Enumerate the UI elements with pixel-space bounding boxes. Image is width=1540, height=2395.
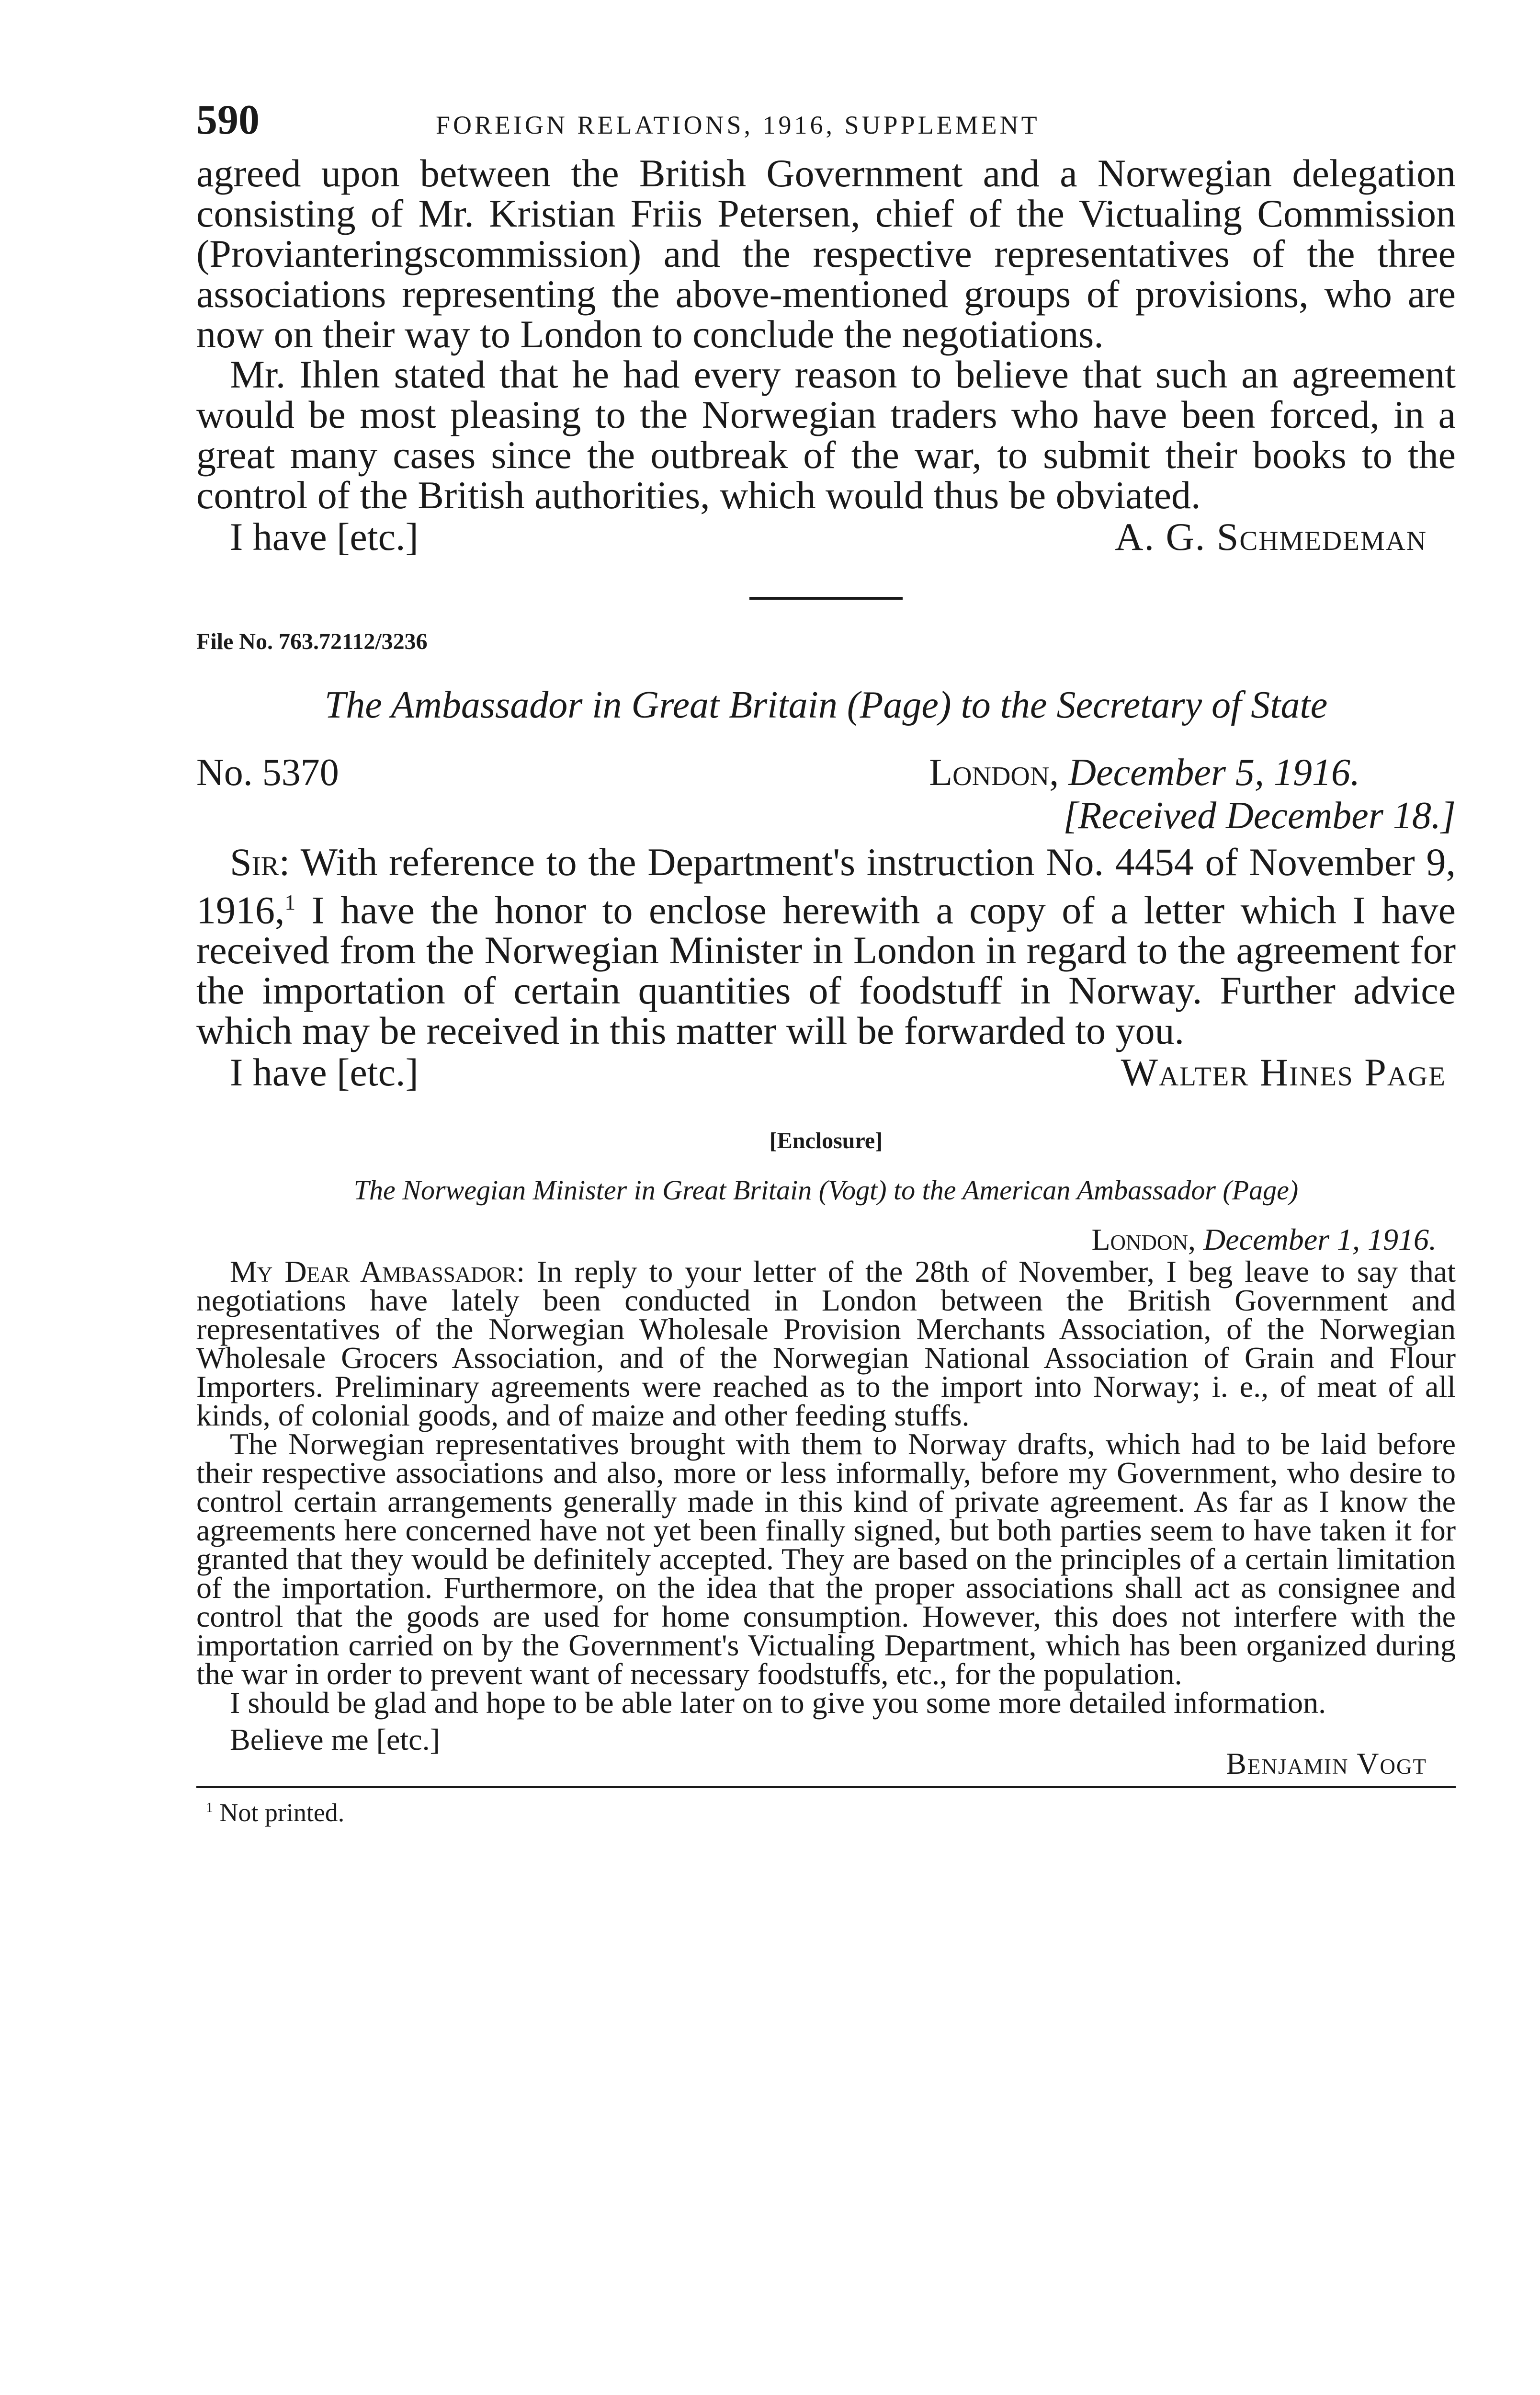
- enclosure-label: [Enclosure]: [769, 1128, 883, 1154]
- page: [196, 96, 1456, 1827]
- received-date: [Received December 18.]: [1063, 795, 1456, 837]
- file-number: File No. 763.72112/3236: [196, 629, 428, 654]
- footnote-text: Not printed.: [219, 1798, 345, 1827]
- enclosure-title: The Norwegian Minister in Great Britain (Vogt) to the American Ambassador (Page): [353, 1175, 1299, 1206]
- previous-letter-paragraph-1: agreed upon between the British Government and a Norwegian delegation consisting of Mr. Kristian Friis Petersen, chief of the Victualing Commission (Provianteringscommission) and the respective representatives of the three associations representing the above-mentioned groups of provisions, who are now on their way to London to conclude the negotiations.: [196, 151, 1456, 356]
- letter-salutation: Sir: [230, 840, 279, 884]
- previous-letter-closing: I have [etc.]: [230, 515, 419, 559]
- page-header: [196, 96, 1456, 153]
- letter-closing: I have [etc.]: [230, 1050, 419, 1095]
- enclosure-paragraph-2: The Norwegian representatives brought with them to Norway drafts, which had to be laid before their respective associations and also, more or less informally, before my Government, who desire to control certain arrangements generally made in this kind of private agreement. As far as I know the agreements here concerned have not yet been finally signed, but both parties seem to have taken it for granted that they would be definitely accepted. They are based on the principles of a certain limitation of the importation. Furthermore, on the idea that the proper associations shall act as consignee and control that the goods are used for home consumption. However, this does not interfere with the importation carried on by the Government's Victualing Department, which has been organized during the war in order to prevent want of necessary foodstuffs, etc., for the population.: [196, 1427, 1456, 1691]
- dispatch-place: London,: [929, 752, 1059, 794]
- page-number: 590: [196, 97, 260, 143]
- letter-body-end: I have the honor to enclose herewith a copy of a letter which I have received from the Norwegian Minister in London in regard to the agreement for the importation of certain quantities of foodstuff in Norway. Further advice which may be received in this matter will be forwarded to you.: [196, 888, 1456, 1053]
- letter-body-start: : With reference to the Department's instruction No. 4454 of November 9, 1916,: [196, 840, 1456, 932]
- footnote-mark: 1: [206, 1800, 213, 1816]
- footnote-rule: [196, 1786, 1456, 1788]
- footnote-reference: 1: [284, 890, 296, 914]
- enclosure-salutation: My Dear Ambassador: [230, 1255, 517, 1289]
- enclosure-paragraph-1: [196, 1255, 1456, 1433]
- section-divider: [749, 597, 903, 600]
- footnote: [196, 1798, 1456, 1827]
- letter-signoff: [196, 1051, 1456, 1094]
- letter-signature: Walter Hines Page: [1121, 1050, 1446, 1095]
- enclosure-date: December 1, 1916.: [1203, 1222, 1437, 1257]
- dateline: [196, 751, 1456, 794]
- dispatch-number: No. 5370: [196, 752, 339, 794]
- enclosure-paragraph-1-text: : In reply to your letter of the 28th of November, I beg leave to say that negotiations have lately been conducted in London between the British Government and representatives of the Norwegian Wholesale Provision Merchants Association, of the Norwegian Wholesale Grocers Association, and of the Norwegian National Association of Grain and Flour Importers. Preliminary agreements were reached as to the import into Norway; i. e., of meat of all kinds, of colonial goods, and of maize and other feeding stuffs.: [196, 1255, 1456, 1433]
- enclosure-place: London,: [1091, 1222, 1196, 1257]
- previous-letter-paragraph-2: Mr. Ihlen stated that he had every reason to believe that such an agreement would be most pleasing to the Norwegian traders who have been forced, in a great many cases since the outbreak of the war, to submit their books to the control of the British authorities, which would thus be obviated.: [196, 353, 1456, 517]
- enclosure-closing: Believe me [etc.]: [230, 1722, 440, 1757]
- enclosure-signature: Benjamin Vogt: [1226, 1746, 1427, 1781]
- previous-letter-signoff: [196, 515, 1456, 559]
- document-title: The Ambassador in Great Britain (Page) to the Secretary of State: [324, 684, 1328, 726]
- dispatch-date: December 5, 1916.: [1068, 752, 1360, 794]
- running-head: FOREIGN RELATIONS, 1916, SUPPLEMENT: [436, 111, 1040, 139]
- enclosure-paragraph-3: I should be glad and hope to be able later on to give you some more detailed information.: [230, 1686, 1326, 1720]
- previous-letter-signature: A. G. Schmedeman: [1115, 515, 1427, 559]
- enclosure-dateline: [196, 1222, 1456, 1257]
- enclosure-signoff: [196, 1722, 1456, 1781]
- place-and-date: [929, 751, 1456, 794]
- letter-body: [196, 842, 1456, 1051]
